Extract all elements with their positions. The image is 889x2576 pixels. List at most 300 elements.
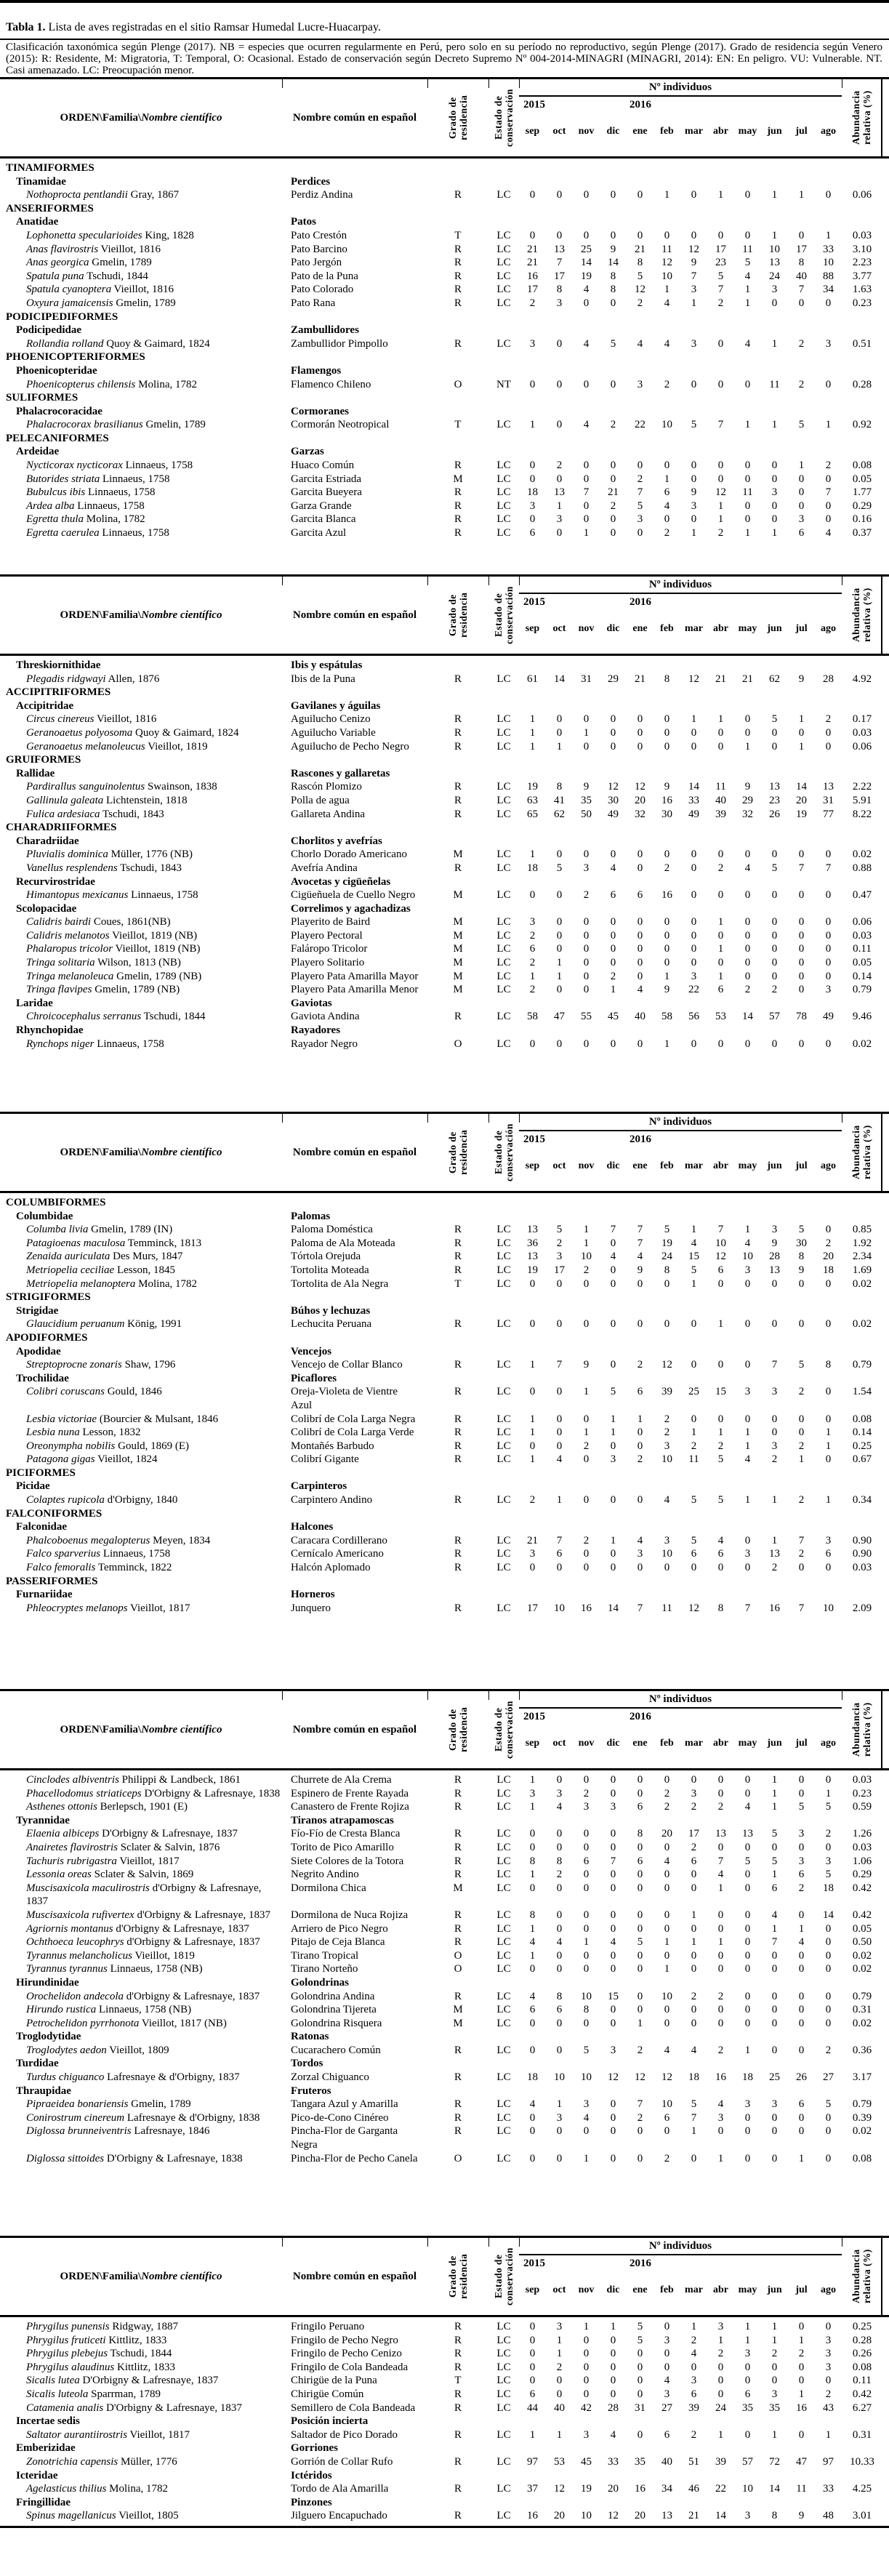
scientific-name-italic: Colibri coruscans [26, 1386, 105, 1398]
count-abr: 12 [715, 1251, 726, 1263]
count-ene: 0 [637, 1440, 643, 1452]
count-oct: 0 [556, 473, 563, 485]
conservation-status: LC [496, 929, 511, 942]
count-feb: 0 [664, 460, 670, 472]
count-ene: 0 [637, 1909, 643, 1921]
family-common-name: Carpinteros [291, 1480, 347, 1493]
count-feb: 4 [664, 499, 670, 512]
count-ago: 43 [823, 2402, 834, 2414]
count-may: 0 [744, 2125, 751, 2138]
count-dic: 0 [610, 2348, 616, 2360]
common-name: Paloma de Ala Moteada [291, 1237, 395, 1249]
relative-abundance: 0.03 [852, 929, 872, 942]
count-ene: 0 [637, 1990, 643, 2002]
scientific-name-italic: Egretta caerulea [26, 527, 100, 539]
count-dic: 1 [610, 2321, 616, 2332]
count-mar: 9 [691, 486, 697, 499]
scientific-name: Geranoaetus polyosoma Quoy & Gaimard, 1824 [26, 726, 239, 739]
count-ago: 0 [825, 970, 832, 982]
count-sep: 17 [527, 1602, 538, 1614]
count-oct: 47 [554, 1011, 565, 1023]
count-ene: 5 [637, 270, 643, 282]
count-mar: 6 [691, 1548, 697, 1560]
species-row [0, 726, 889, 740]
header-species-label: ORDEN\Familia\ [60, 111, 142, 124]
count-mar: 0 [691, 1318, 697, 1331]
count-ago: 0 [825, 848, 832, 861]
count-abr: 4 [717, 1869, 724, 1881]
order-row [0, 1575, 889, 1589]
header-common-name-column: Nombre común en español [292, 2270, 417, 2282]
count-jul: 0 [798, 473, 805, 485]
count-ago: 28 [823, 673, 834, 685]
conservation-status: LC [496, 1801, 511, 1813]
count-jul: 1 [798, 1922, 805, 1935]
family-name: Falconidae [16, 1521, 67, 1533]
count-abr: 0 [717, 848, 724, 861]
count-dic: 0 [610, 1869, 616, 1881]
count-feb: 12 [661, 2071, 672, 2084]
header-month: ago [821, 126, 836, 137]
count-ago: 1 [825, 1494, 832, 1506]
relative-abundance: 0.29 [852, 499, 872, 512]
count-ene: 21 [635, 243, 645, 255]
count-jun: 0 [771, 1990, 778, 2002]
count-mar: 0 [691, 943, 697, 955]
count-sep: 65 [527, 808, 538, 820]
scientific-name: Ardea alba Linnaeus, 1758 [26, 499, 145, 512]
conservation-status: LC [496, 1548, 511, 1560]
count-may: 0 [744, 2375, 751, 2387]
species-row [0, 1935, 889, 1949]
count-oct: 7 [556, 257, 563, 269]
header-month: jul [795, 2284, 808, 2295]
common-name: Rascón Plomizo [291, 781, 362, 793]
count-dic: 0 [610, 1774, 616, 1786]
relative-abundance: 0.90 [852, 1534, 872, 1546]
scientific-name-italic: Lesbia nuna [26, 1427, 80, 1439]
residency-grade: M [453, 848, 463, 861]
count-jul: 1 [798, 2334, 805, 2346]
count-sep: 6 [529, 2004, 536, 2016]
count-abr: 39 [715, 808, 726, 820]
count-ene: 0 [637, 1494, 643, 1506]
count-nov: 4 [583, 419, 590, 431]
count-abr: 0 [717, 2004, 724, 2016]
scientific-name: Pluvialis dominica Müller, 1776 (NB) [26, 848, 193, 861]
count-nov: 5 [583, 2044, 590, 2056]
count-dic: 0 [610, 2125, 616, 2138]
common-name: Oreja-Violeta de Vientre Azul [291, 1386, 398, 1411]
count-jun: 3 [771, 1386, 778, 1398]
count-mar: 2 [691, 1841, 697, 1853]
count-oct: 8 [556, 1990, 563, 2002]
scientific-name-italic: Tringa flavipes [26, 984, 92, 996]
relative-abundance: 0.08 [852, 2361, 872, 2373]
header-species-label-italic: Nombre científico [141, 609, 222, 621]
count-feb: 2 [664, 1413, 670, 1425]
residency-grade: R [454, 713, 462, 726]
count-may: 0 [744, 1413, 751, 1425]
count-may: 0 [744, 189, 751, 201]
count-dic: 3 [610, 1801, 616, 1813]
count-feb: 0 [664, 513, 670, 526]
count-ago: 48 [823, 2510, 834, 2522]
family-name: Laridae [16, 997, 53, 1009]
relative-abundance: 0.02 [852, 2017, 872, 2029]
count-abr: 2 [717, 1440, 724, 1452]
count-mar: 2 [691, 2334, 697, 2346]
count-feb: 12 [661, 257, 672, 269]
common-name: Cucarachero Común [291, 2044, 381, 2056]
species-row [0, 1773, 889, 1787]
count-jun: 2 [771, 984, 778, 996]
scientific-name-italic: Circus cinereus [26, 713, 94, 726]
header-month: sep [525, 1160, 540, 1171]
count-may: 32 [742, 808, 753, 820]
count-ago: 0 [825, 1562, 832, 1574]
count-feb: 5 [664, 1224, 670, 1236]
count-feb: 0 [664, 229, 670, 241]
count-may: 0 [744, 957, 751, 969]
count-nov: 10 [581, 1990, 592, 2002]
count-nov: 0 [583, 740, 590, 753]
conservation-status: LC [496, 297, 511, 309]
header-month: jul [795, 1160, 808, 1171]
count-nov: 0 [583, 1413, 590, 1425]
count-mar: 0 [691, 189, 697, 201]
count-jul: 0 [798, 499, 805, 512]
family-row [0, 2496, 889, 2510]
common-name: Pato Rana [291, 297, 336, 309]
relative-abundance: 0.79 [852, 2098, 872, 2111]
count-dic: 0 [610, 229, 616, 241]
count-nov: 2 [583, 1787, 590, 1799]
scientific-name: Pipraeidea bonariensis Gmelin, 1789 [26, 2098, 191, 2111]
table-block-5 [0, 2236, 889, 2528]
table-header [0, 77, 889, 159]
conservation-status: LC [496, 460, 511, 472]
scientific-name: Colibri coruscans Gould, 1846 [26, 1386, 162, 1398]
header-month: ene [632, 126, 648, 137]
count-may: 0 [744, 970, 751, 982]
count-ago: 2 [825, 2388, 832, 2400]
header-month: abr [713, 1738, 728, 1749]
count-nov: 55 [581, 1011, 592, 1023]
count-ene: 0 [637, 1949, 643, 1962]
count-may: 0 [744, 1787, 751, 1799]
relative-abundance: 0.79 [852, 984, 872, 996]
count-jun: 3 [771, 486, 778, 499]
count-jun: 1 [771, 1801, 778, 1813]
conservation-status: LC [496, 284, 511, 296]
relative-abundance: 0.34 [852, 1494, 872, 1506]
count-jun: 24 [769, 270, 780, 282]
count-mar: 15 [688, 1251, 699, 1263]
count-jun: 1 [771, 189, 778, 201]
count-abr: 0 [717, 378, 724, 390]
residency-grade: R [454, 1922, 462, 1935]
species-row [0, 1882, 889, 1909]
header-common-name-column: Nombre común en español [292, 111, 417, 124]
conservation-status: LC [496, 1386, 511, 1398]
count-jun: 0 [771, 2361, 778, 2373]
residency-grade: R [454, 1909, 462, 1921]
family-row [0, 364, 889, 378]
table-header [0, 2236, 889, 2317]
count-ene: 8 [637, 257, 643, 269]
count-abr: 10 [715, 1237, 726, 1249]
count-ago: 7 [825, 486, 832, 499]
common-name: Montañés Barbudo [291, 1440, 374, 1452]
header-species-column [0, 1691, 282, 1768]
count-mar: 0 [691, 1562, 697, 1574]
scientific-name-italic: Sicalis luteola [26, 2388, 89, 2400]
count-nov: 0 [583, 1562, 590, 1574]
conservation-status: LC [496, 2017, 511, 2029]
count-ene: 5 [637, 2321, 643, 2332]
residency-grade: R [454, 2348, 462, 2360]
scientific-name: Phacellodomus striaticeps D'Orbigny & Lafresnaye, 1838 [26, 1787, 281, 1799]
residency-grade: R [454, 1251, 462, 1263]
count-ago: 0 [825, 378, 832, 390]
scientific-name-italic: Pluvialis dominica [26, 848, 108, 861]
count-jul: 1 [798, 2152, 805, 2164]
common-name: Espinero de Frente Rayada [291, 1787, 409, 1799]
residency-grade: R [454, 1990, 462, 2002]
relative-abundance: 1.69 [852, 1264, 872, 1276]
count-mar: 0 [691, 862, 697, 874]
conservation-status: LC [496, 1277, 511, 1290]
order-name: CHARADRIIFORMES [6, 822, 117, 834]
species-row [0, 2124, 889, 2151]
count-may: 1 [744, 1440, 751, 1452]
count-ene: 0 [637, 1882, 643, 1894]
count-abr: 1 [717, 1882, 724, 1894]
count-abr: 21 [715, 673, 726, 685]
scientific-name-italic: Phrygilus plebejus [26, 2348, 108, 2360]
species-row [0, 270, 889, 284]
header-abundance-label: Abundancia relativa (%) [850, 1702, 872, 1757]
count-sep: 3 [529, 499, 536, 512]
count-ene: 7 [637, 2098, 643, 2111]
count-ago: 0 [825, 499, 832, 512]
header-common-name-column: Nombre común en español [292, 1723, 417, 1736]
count-dic: 0 [610, 1359, 616, 1371]
scientific-name-italic: Spatula puna [26, 270, 84, 282]
relative-abundance: 0.26 [852, 2348, 872, 2360]
count-abr: 0 [717, 1359, 724, 1371]
count-jul: 0 [798, 726, 805, 739]
scientific-name-italic: Cinclodes albiventris [26, 1774, 119, 1786]
family-common-name: Garzas [291, 446, 324, 458]
count-ago: 5 [825, 1801, 832, 1813]
count-mar: 4 [691, 2348, 697, 2360]
conservation-status: NT [496, 378, 511, 390]
common-name: Pato de la Puna [291, 270, 358, 282]
count-ago: 0 [825, 889, 832, 902]
scientific-name: Zonotrichia capensis Müller, 1776 [26, 2455, 177, 2468]
residency-grade: R [454, 1237, 462, 1249]
scientific-name: Anas georgica Gmelin, 1789 [26, 257, 152, 269]
count-nov: 1 [583, 1237, 590, 1249]
count-mar: 5 [691, 1534, 697, 1546]
scientific-name: Phrygilus punensis Ridgway, 1887 [26, 2321, 179, 2332]
header-abundance-column [842, 79, 882, 156]
relative-abundance: 2.22 [852, 781, 872, 793]
count-ene: 35 [635, 2455, 645, 2468]
header-residency-label: Grado de residencia [447, 592, 469, 638]
count-jul: 0 [798, 916, 805, 928]
count-nov: 7 [583, 486, 590, 499]
count-may: 0 [744, 889, 751, 902]
common-name: Lechucita Peruana [291, 1318, 372, 1331]
family-common-name: Golondrinas [291, 1976, 350, 1989]
family-row [0, 1210, 889, 1224]
count-ene: 0 [637, 726, 643, 739]
residency-grade: R [454, 513, 462, 526]
count-abr: 1 [717, 189, 724, 201]
relative-abundance: 0.17 [852, 713, 872, 726]
count-sep: 0 [529, 2152, 536, 2164]
count-mar: 9 [691, 257, 697, 269]
count-may: 0 [744, 2004, 751, 2016]
count-mar: 3 [691, 284, 697, 296]
count-ago: 0 [825, 1841, 832, 1853]
header-residency-column [427, 1114, 488, 1191]
family-row [0, 2085, 889, 2098]
count-jul: 9 [798, 1264, 805, 1276]
count-ene: 3 [637, 378, 643, 390]
count-mar: 7 [691, 270, 697, 282]
conservation-status: LC [496, 1038, 511, 1050]
residency-grade: R [454, 1548, 462, 1560]
conservation-status: LC [496, 1534, 511, 1546]
count-nov: 1 [583, 1224, 590, 1236]
count-sep: 3 [529, 1548, 536, 1560]
count-oct: 3 [556, 297, 563, 309]
count-ago: 7 [825, 862, 832, 874]
count-abr: 1 [717, 2334, 724, 2346]
count-oct: 13 [554, 243, 565, 255]
conservation-status: LC [496, 1774, 511, 1786]
count-ene: 16 [635, 2483, 645, 2495]
count-sep: 1 [529, 740, 536, 753]
common-name: Chorlo Dorado Americano [291, 848, 407, 861]
count-oct: 4 [556, 1936, 563, 1949]
family-row [0, 1372, 889, 1386]
count-abr: 24 [715, 2402, 726, 2414]
relative-abundance: 0.03 [852, 1774, 872, 1786]
count-feb: 1 [664, 1038, 670, 1050]
scientific-name: Lessonia oreas Sclater & Salvin, 1869 [26, 1869, 194, 1881]
header-species-column [0, 2238, 282, 2315]
header-residency-label: Grado de residencia [447, 2253, 469, 2300]
count-jul: 19 [796, 808, 807, 820]
count-dic: 2 [610, 419, 616, 431]
header-individuals-label: Nº individuos [519, 2240, 842, 2255]
count-nov: 0 [583, 1963, 590, 1975]
relative-abundance: 0.51 [852, 337, 872, 350]
count-oct: 0 [556, 1277, 563, 1290]
scientific-name: Phrygilus plebejus Tschudi, 1844 [26, 2348, 172, 2360]
count-mar: 2 [691, 1440, 697, 1452]
count-jul: 1 [798, 189, 805, 201]
count-may: 0 [744, 1534, 751, 1546]
count-ene: 5 [637, 499, 643, 512]
relative-abundance: 0.37 [852, 527, 872, 539]
count-ago: 27 [823, 2071, 834, 2084]
count-may: 0 [744, 460, 751, 472]
species-row [0, 2098, 889, 2111]
count-sep: 0 [529, 460, 536, 472]
count-ago: 10 [823, 1602, 834, 1614]
count-feb: 2 [664, 862, 670, 874]
count-may: 1 [744, 297, 751, 309]
scientific-name: Muscisaxicola rufivertex d'Orbigny & Lafresnaye, 1837 [26, 1909, 270, 1921]
count-jul: 0 [798, 1038, 805, 1050]
count-nov: 0 [583, 957, 590, 969]
count-ene: 21 [635, 673, 645, 685]
count-dic: 20 [608, 2483, 619, 2495]
scientific-name: Muscisaxicola maculirostris d'Orbigny & Lafresnaye, 1837 [26, 1882, 262, 1908]
species-row [0, 499, 889, 513]
count-abr: 15 [715, 1386, 726, 1398]
relative-abundance: 0.36 [852, 2044, 872, 2056]
count-ago: 14 [823, 1909, 834, 1921]
scientific-name: Tyrannus tyrannus Linnaeus, 1758 (NB) [26, 1963, 203, 1975]
conservation-status: LC [496, 473, 511, 485]
order-row [0, 753, 889, 767]
scientific-name: Hirundo rustica Linnaeus, 1758 (NB) [26, 2004, 192, 2016]
count-ago: 1 [825, 419, 832, 431]
header-species-label: ORDEN\Familia\ [60, 1146, 142, 1158]
scientific-name-italic: Lophonetta specularioides [26, 229, 142, 241]
count-mar: 1 [691, 2125, 697, 2138]
family-common-name: Pinzones [291, 2496, 332, 2508]
count-may: 13 [742, 1828, 753, 1840]
count-may: 0 [744, 916, 751, 928]
count-may: 11 [742, 243, 753, 255]
count-dic: 45 [608, 1011, 619, 1023]
count-sep: 1 [529, 419, 536, 431]
count-may: 4 [744, 1237, 751, 1249]
count-sep: 3 [529, 916, 536, 928]
count-dic: 0 [610, 1440, 616, 1452]
conservation-status: LC [496, 1251, 511, 1263]
count-jun: 1 [771, 1869, 778, 1881]
count-ago: 3 [825, 2361, 832, 2373]
count-dic: 3 [610, 2044, 616, 2056]
header-month: ago [821, 2284, 836, 2295]
scientific-name-italic: Phrygilus alaudinus [26, 2361, 115, 2373]
common-name: Huaco Común [291, 460, 355, 472]
header-month-row [519, 623, 842, 635]
residency-grade: R [454, 726, 462, 739]
count-oct: 40 [554, 2402, 565, 2414]
count-oct: 5 [556, 1224, 563, 1236]
family-name: Rallidae [16, 767, 55, 779]
count-abr: 7 [717, 419, 724, 431]
species-row [0, 2428, 889, 2442]
common-name: Pitajo de Ceja Blanca [291, 1936, 385, 1949]
relative-abundance: 0.03 [852, 726, 872, 739]
scientific-name: Butorides striata Linnaeus, 1758 [26, 473, 170, 485]
count-jun: 5 [771, 1855, 778, 1867]
count-feb: 10 [661, 419, 672, 431]
scientific-name: Patagioenas maculosa Temminck, 1813 [26, 1237, 202, 1249]
header-month: ene [632, 1160, 648, 1171]
